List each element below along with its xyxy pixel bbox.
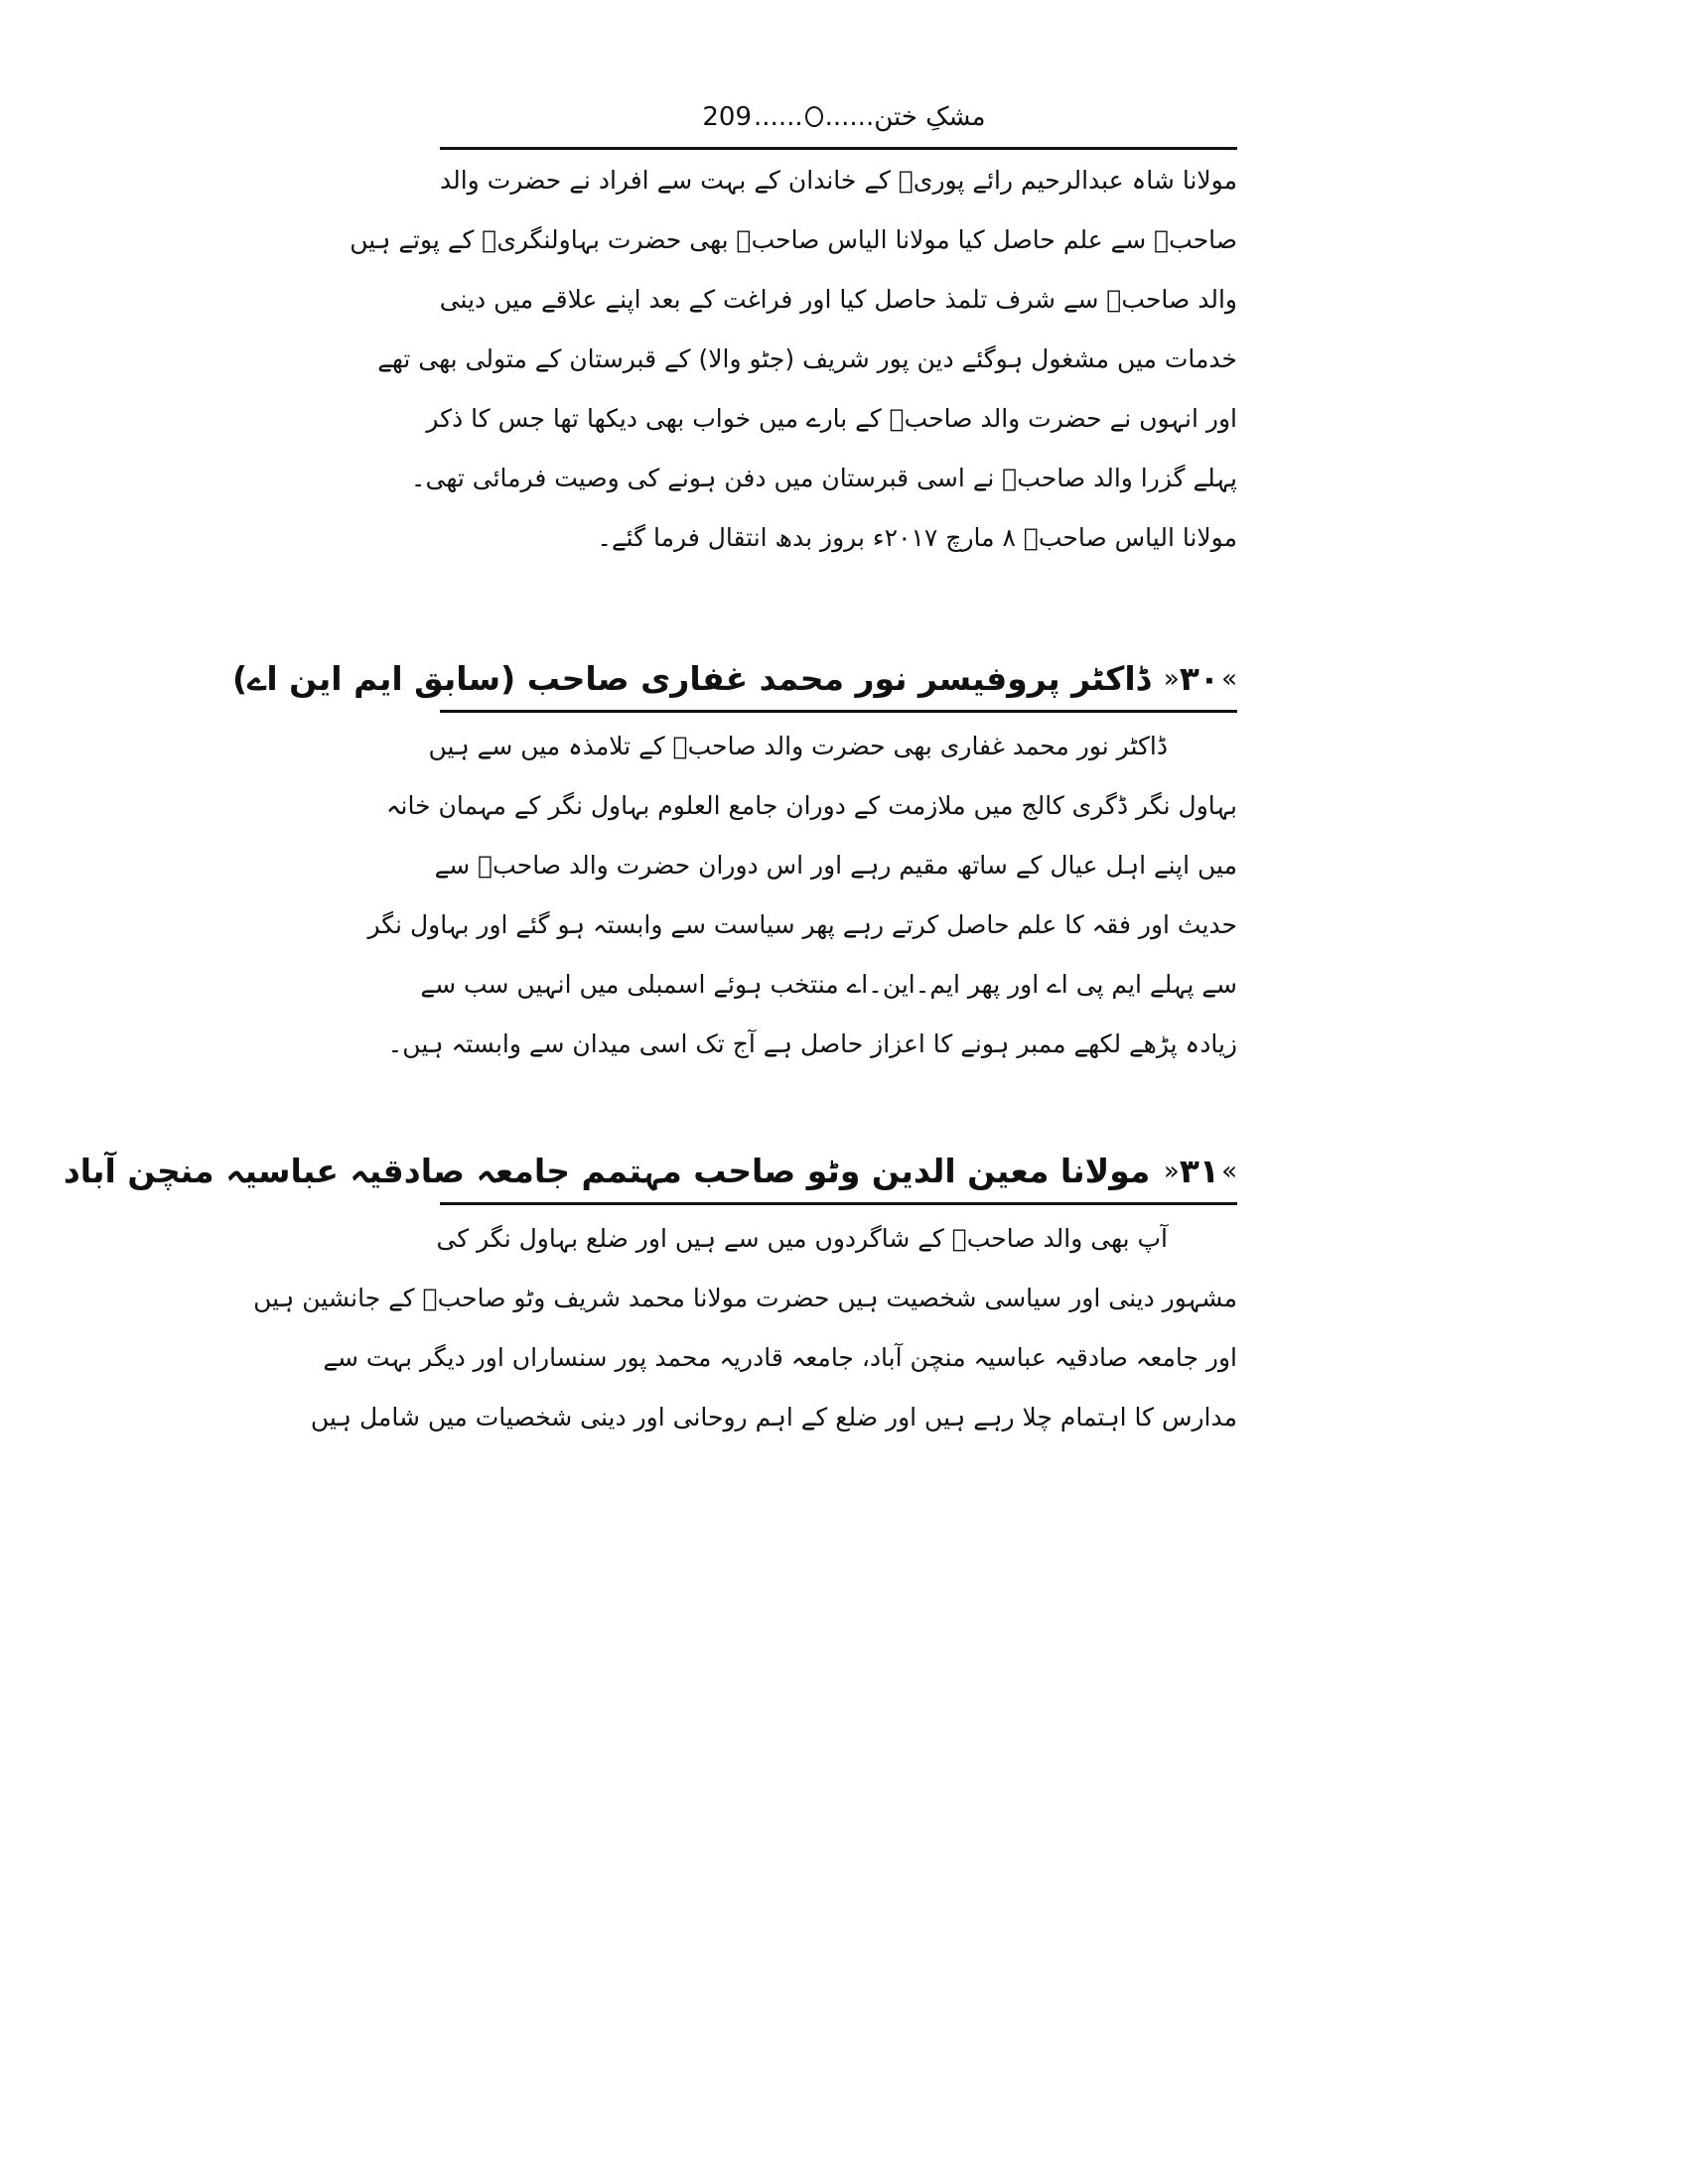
- section-30-heading-wrap: [231, 651, 1237, 709]
- section-31-heading: [63, 1144, 1237, 1199]
- section-31-rule: [440, 1202, 1237, 1205]
- section-30-body: [367, 717, 1237, 1074]
- heading-ornament-icon: «: [1163, 664, 1180, 694]
- text-line: مولانا الیاس صاحبؒ ۸ مارچ ۲۰۱۷ء بروز بدھ انتقال فرما گئے۔: [597, 523, 1237, 552]
- text-line: سے پہلے ایم پی اے اور پھر ایم۔این۔اے منتخب ہوئے اسمبلی میں انہیں سب سے: [420, 970, 1237, 999]
- book-title: مشکِ ختن: [874, 102, 986, 132]
- heading-ornament-icon: »: [1221, 664, 1237, 694]
- section-title: ڈاکٹر پروفیسر نور محمد غفاری صاحب (سابق ایم این اے): [231, 659, 1151, 698]
- text-line: ڈاکٹر نور محمد غفاری بھی حضرت والد صاحبؒ کے تلامذہ میں سے ہیں: [428, 732, 1168, 760]
- text-line: صاحبؒ سے علم حاصل کیا مولانا الیاس صاحبؒ بھی حضرت بہاولنگریؒ کے پوتے ہیں: [350, 225, 1237, 254]
- text-line: اور جامعہ صادقیہ عباسیہ منچن آباد، جامعہ قادریہ محمد پور سنساراں اور دیگر بہت سے: [323, 1343, 1237, 1372]
- header-dots-right: ......: [824, 102, 875, 132]
- running-header: [0, 97, 1688, 137]
- heading-ornament-icon: «: [1163, 1157, 1180, 1186]
- section-31-body: [253, 1209, 1237, 1447]
- section-30-rule: [440, 710, 1237, 713]
- text-line: زیادہ پڑھے لکھے ممبر ہونے کا اعزاز حاصل ہے آج تک اسی میدان سے وابستہ ہیں۔: [387, 1029, 1237, 1058]
- text-line: مشہور دینی اور سیاسی شخصیت ہیں حضرت مولانا محمد شریف وٹو صاحبؒ کے جانشین ہیں: [253, 1284, 1237, 1312]
- text-line: آپ بھی والد صاحبؒ کے شاگردوں میں سے ہیں اور ضلع بہاول نگر کی: [436, 1224, 1168, 1253]
- circle-ornament-icon: [805, 106, 823, 127]
- section-30-heading: [231, 651, 1237, 707]
- header-rule: [440, 147, 1237, 150]
- header-dots-left: ......: [754, 102, 803, 132]
- page-number: 209: [702, 102, 753, 132]
- text-line: بہاول نگر ڈگری کالج میں ملازمت کے دوران جامع العلوم بہاول نگر کے مہمان خانہ: [385, 791, 1237, 820]
- section-number: ۳۱: [1179, 1152, 1220, 1190]
- text-line: حدیث اور فقہ کا علم حاصل کرتے رہے پھر سیاست سے وابستہ ہو گئے اور بہاول نگر: [367, 910, 1237, 939]
- section-31-heading-wrap: [63, 1144, 1237, 1201]
- text-line: مدارس کا اہتمام چلا رہے ہیں اور ضلع کے اہم روحانی اور دینی شخصیات میں شامل ہیں: [310, 1403, 1237, 1432]
- text-line: خدمات میں مشغول ہوگئے دین پور شریف (جٹو والا) کے قبرستان کے متولی بھی تھے: [377, 344, 1237, 373]
- section-title: مولانا معین الدین وٹو صاحب مہتمم جامعہ صادقیہ عباسیہ منچن آباد: [63, 1152, 1151, 1190]
- text-line: پہلے گزرا والد صاحبؒ نے اسی قبرستان میں دفن ہونے کی وصیت فرمائی تھی۔: [410, 464, 1237, 492]
- text-line: مولانا شاہ عبدالرحیم رائے پوریؒ کے خاندان کے بہت سے افراد نے حضرت والد: [440, 166, 1237, 195]
- section-number: ۳۰: [1179, 659, 1220, 698]
- text-line: اور انہوں نے حضرت والد صاحبؒ کے بارے میں خواب بھی دیکھا تھا جس کا ذکر: [426, 404, 1237, 433]
- intro-paragraph: [350, 151, 1237, 568]
- text-line: میں اپنے اہل عیال کے ساتھ مقیم رہے اور اس دوران حضرت والد صاحبؒ سے: [434, 851, 1237, 880]
- heading-ornament-icon: »: [1221, 1157, 1237, 1186]
- text-line: والد صاحبؒ سے شرف تلمذ حاصل کیا اور فراغت کے بعد اپنے علاقے میں دینی: [439, 285, 1237, 314]
